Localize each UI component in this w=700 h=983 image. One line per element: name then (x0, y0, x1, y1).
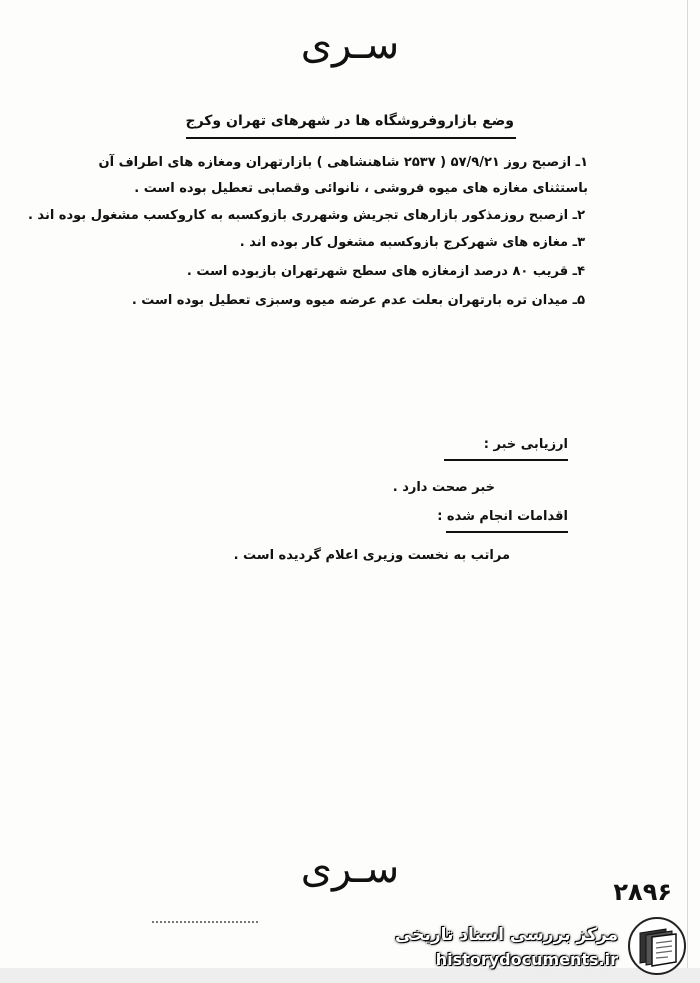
classification-bottom: سـرى (300, 846, 400, 892)
body-line-5: ۴ـ قریب ۸۰ درصد ازمغازه های سطح شهرتهران بازبوده است . (186, 264, 585, 279)
watermark (395, 915, 688, 977)
actions-text: مراتب به نخست وزیری اعلام گردیده است . (233, 548, 510, 563)
body-line-1: ۱ـ ازصبح روز ۵۷/۹/۲۱ ( ۲۵۳۷ شاهنشاهی ) بازارتهران ومغازه های اطراف آن (98, 155, 588, 170)
document-archive-icon (626, 915, 688, 977)
actions-underline (446, 531, 568, 533)
actions-label: اقدامات انجام شده : (437, 509, 568, 524)
body-line-3: ۲ـ ازصبح روزمذکور بازارهای تجریش وشهرری بازوکسبه به کاروکسب مشغول بوده اند . (27, 208, 585, 223)
body-line-6: ۵ـ میدان تره بارتهران بعلت عدم عرضه میوه وسبزی تعطیل بوده است . (131, 293, 585, 308)
page-number: ۲۸۹۶ (613, 878, 672, 906)
body-line-4: ۳ـ مغازه های شهرکرج بازوکسبه مشغول کار بوده اند . (239, 235, 585, 250)
title-underline (186, 137, 516, 139)
watermark-url: historydocuments.ir (435, 950, 618, 969)
dotted-line (152, 921, 258, 923)
evaluation-label: ارزیابی خبر : (483, 437, 568, 452)
classification-top: سـرى (300, 22, 400, 68)
watermark-title: مرکز بررسی اسناد تاریخی (395, 925, 618, 945)
document-title: وضع بازاروفروشگاه ها در شهرهای تهران وکرج (185, 113, 514, 129)
evaluation-underline (444, 459, 568, 461)
scan-edge (687, 0, 688, 983)
body-line-2: باستثنای مغازه های میوه فروشی ، نانوائی وقصابی تعطیل بوده است . (134, 181, 588, 196)
evaluation-text: خبر صحت دارد . (392, 480, 495, 495)
